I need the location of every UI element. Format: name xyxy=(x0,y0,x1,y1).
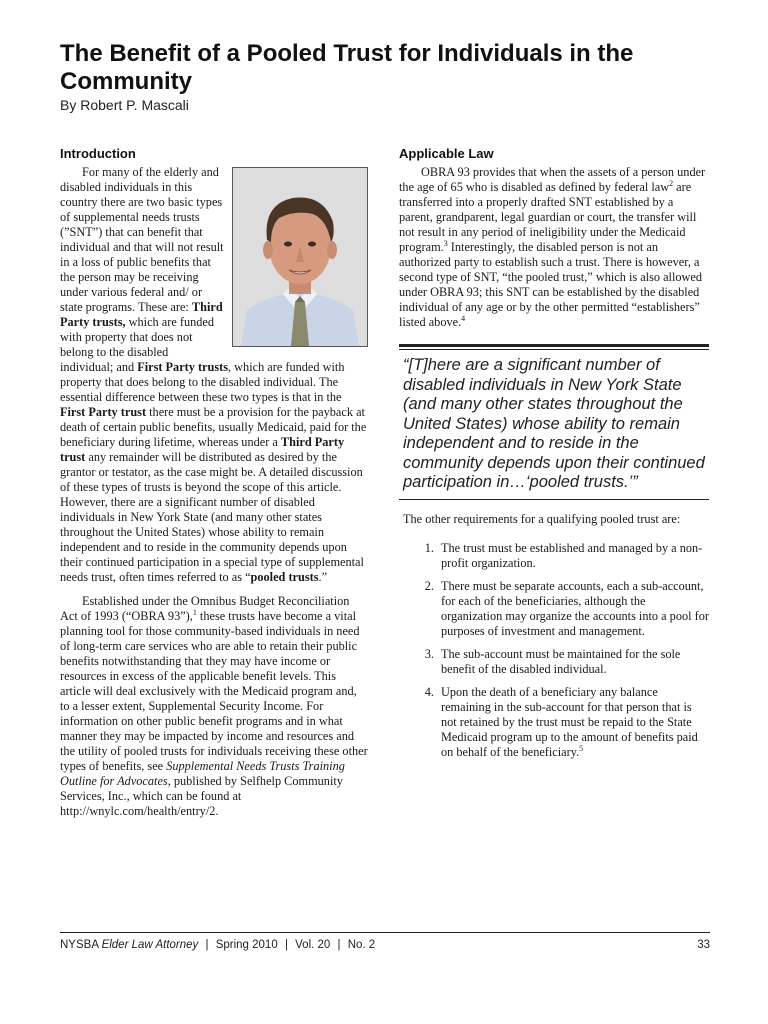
footer-separator: | xyxy=(337,939,341,951)
introduction-paragraph-2: Established under the Omnibus Budget Reconciliation Act of 1993 (“OBRA 93”),$^1$ these trusts have become a vital planning tool for those community-based individuals in need of long-term care services who are able to retain their public benefits notwithstanding that they may have income or resources in excess of the applicable benefit levels. This article will deal exclusively with the Medicaid program and, to a lesser extent, Supplemental Security Income. For information on other public benefit programs and in what manner they may be impacted by income and resources and the utility of pooled trusts for individuals receiving these other types of benefits, see Supplemental Needs Trusts Training Outline for Advocates, published by Selfhelp Community Services, Inc., which can be found at http://wnylc.com/health/entry/2. xyxy=(60,594,368,818)
list-item: 3. The sub-account must be maintained for the sole benefit of the disabled individual. xyxy=(437,647,709,677)
pullquote-bottom-rule xyxy=(399,499,709,500)
footnote-ref-4[interactable]: 4 xyxy=(461,313,466,323)
page-number: 33 xyxy=(697,939,710,951)
right-column xyxy=(399,146,709,768)
footnote-ref-3[interactable]: 3 xyxy=(443,238,448,248)
list-item: 4. Upon the death of a beneficiary any balance remaining in the sub-account for that person that is not retained by the trust must be repaid to the State Medicaid program up to the amount of benefits paid on behalf of the beneficiary.$^5$ xyxy=(437,685,709,760)
requirements-intro: The other requirements for a qualifying pooled trust are: xyxy=(403,511,681,526)
list-item: 2. There must be separate accounts, each a sub-account, for each of the beneficiaries, although the organization may organize the accounts into a pool for purposes of investment and management. xyxy=(437,579,709,639)
footer-number: No. 2 xyxy=(347,939,376,951)
author-photo xyxy=(232,167,368,347)
article-byline: By Robert P. Mascali xyxy=(60,97,189,113)
pullquote-top-rule xyxy=(399,344,709,347)
requirements-list xyxy=(399,541,709,760)
introduction-heading: Introduction xyxy=(60,146,136,161)
footnote-ref-1[interactable]: 1 xyxy=(192,607,197,617)
footer-separator: | xyxy=(284,939,288,951)
left-column xyxy=(60,146,368,819)
footer-org: NYSBA xyxy=(60,939,99,951)
pullquote: “[T]here are a significant number of disabled individuals in New York State (and many other states throughout the United States) whose ability to remain independent and to reside in the community depends upon their continued participation in…‘pooled trusts.’” xyxy=(403,356,705,491)
author-portrait-image xyxy=(233,168,367,346)
list-item: 1. The trust must be established and managed by a non-profit organization. xyxy=(437,541,709,571)
article-title: The Benefit of a Pooled Trust for Individuals in the Community xyxy=(60,40,634,95)
applicable-law-heading: Applicable Law xyxy=(399,146,494,161)
footnote-ref-2[interactable]: 2 xyxy=(669,178,674,188)
applicable-law-paragraph: OBRA 93 provides that when the assets of a person under the age of 65 who is disabled as defined by federal law$^2$ are transferred into a properly drafted SNT established by a parent, grandparent, legal guardian or court, the transfer will not result in any period of ineligibility under the Medicaid program.$^3$ Interestingly, the disabled person is not an authorized party to establish such a trust. There is however, a second type of SNT, “the pooled trust,” which is also allowed under OBRA 93; this SNT can be established by the disabled individual of any age or by the other permitted “establishers” listed above.$^4$ xyxy=(399,165,706,329)
footer-separator: | xyxy=(205,939,209,951)
pullquote-top-rule-thin xyxy=(399,349,709,350)
footnote-ref-5[interactable]: 5 xyxy=(579,743,584,753)
footer-volume: Vol. 20 xyxy=(295,939,331,951)
introduction-paragraph-1: For many of the elderly and disabled individuals in this country there are two basic types of supplemental needs trusts (”SNT”) that can benefit that individual and that will not result in a loss of public benefits that the person may be receiving under various federal and/ or state programs. These are: Third Party trusts, which are funded with property that does not belong to the disabled individual; and First Party trusts, which are funded with property that does belong to the disabled individual. The essential difference between these two types is that in the First Party trust there must be a provision for the payback at death of certain public benefits, usually Medicaid, paid for the beneficiary during lifetime, whereas under a Third Party trust any remainder will be distributed as desired by the grantor or testator, as the case might be. A detailed discussion of these types of trusts is beyond the scope of this article. However, there are a significant number of disabled individuals in New York State (and many other states throughout the United States) whose ability to remain independent and to reside in the community depends upon their continued participation in a special type of supplemental needs trust, often times referred to as “pooled trusts.” xyxy=(60,165,367,584)
footer-journal: Elder Law Attorney xyxy=(101,939,199,951)
page-footer xyxy=(60,932,710,951)
footer-issue: Spring 2010 xyxy=(215,939,278,951)
